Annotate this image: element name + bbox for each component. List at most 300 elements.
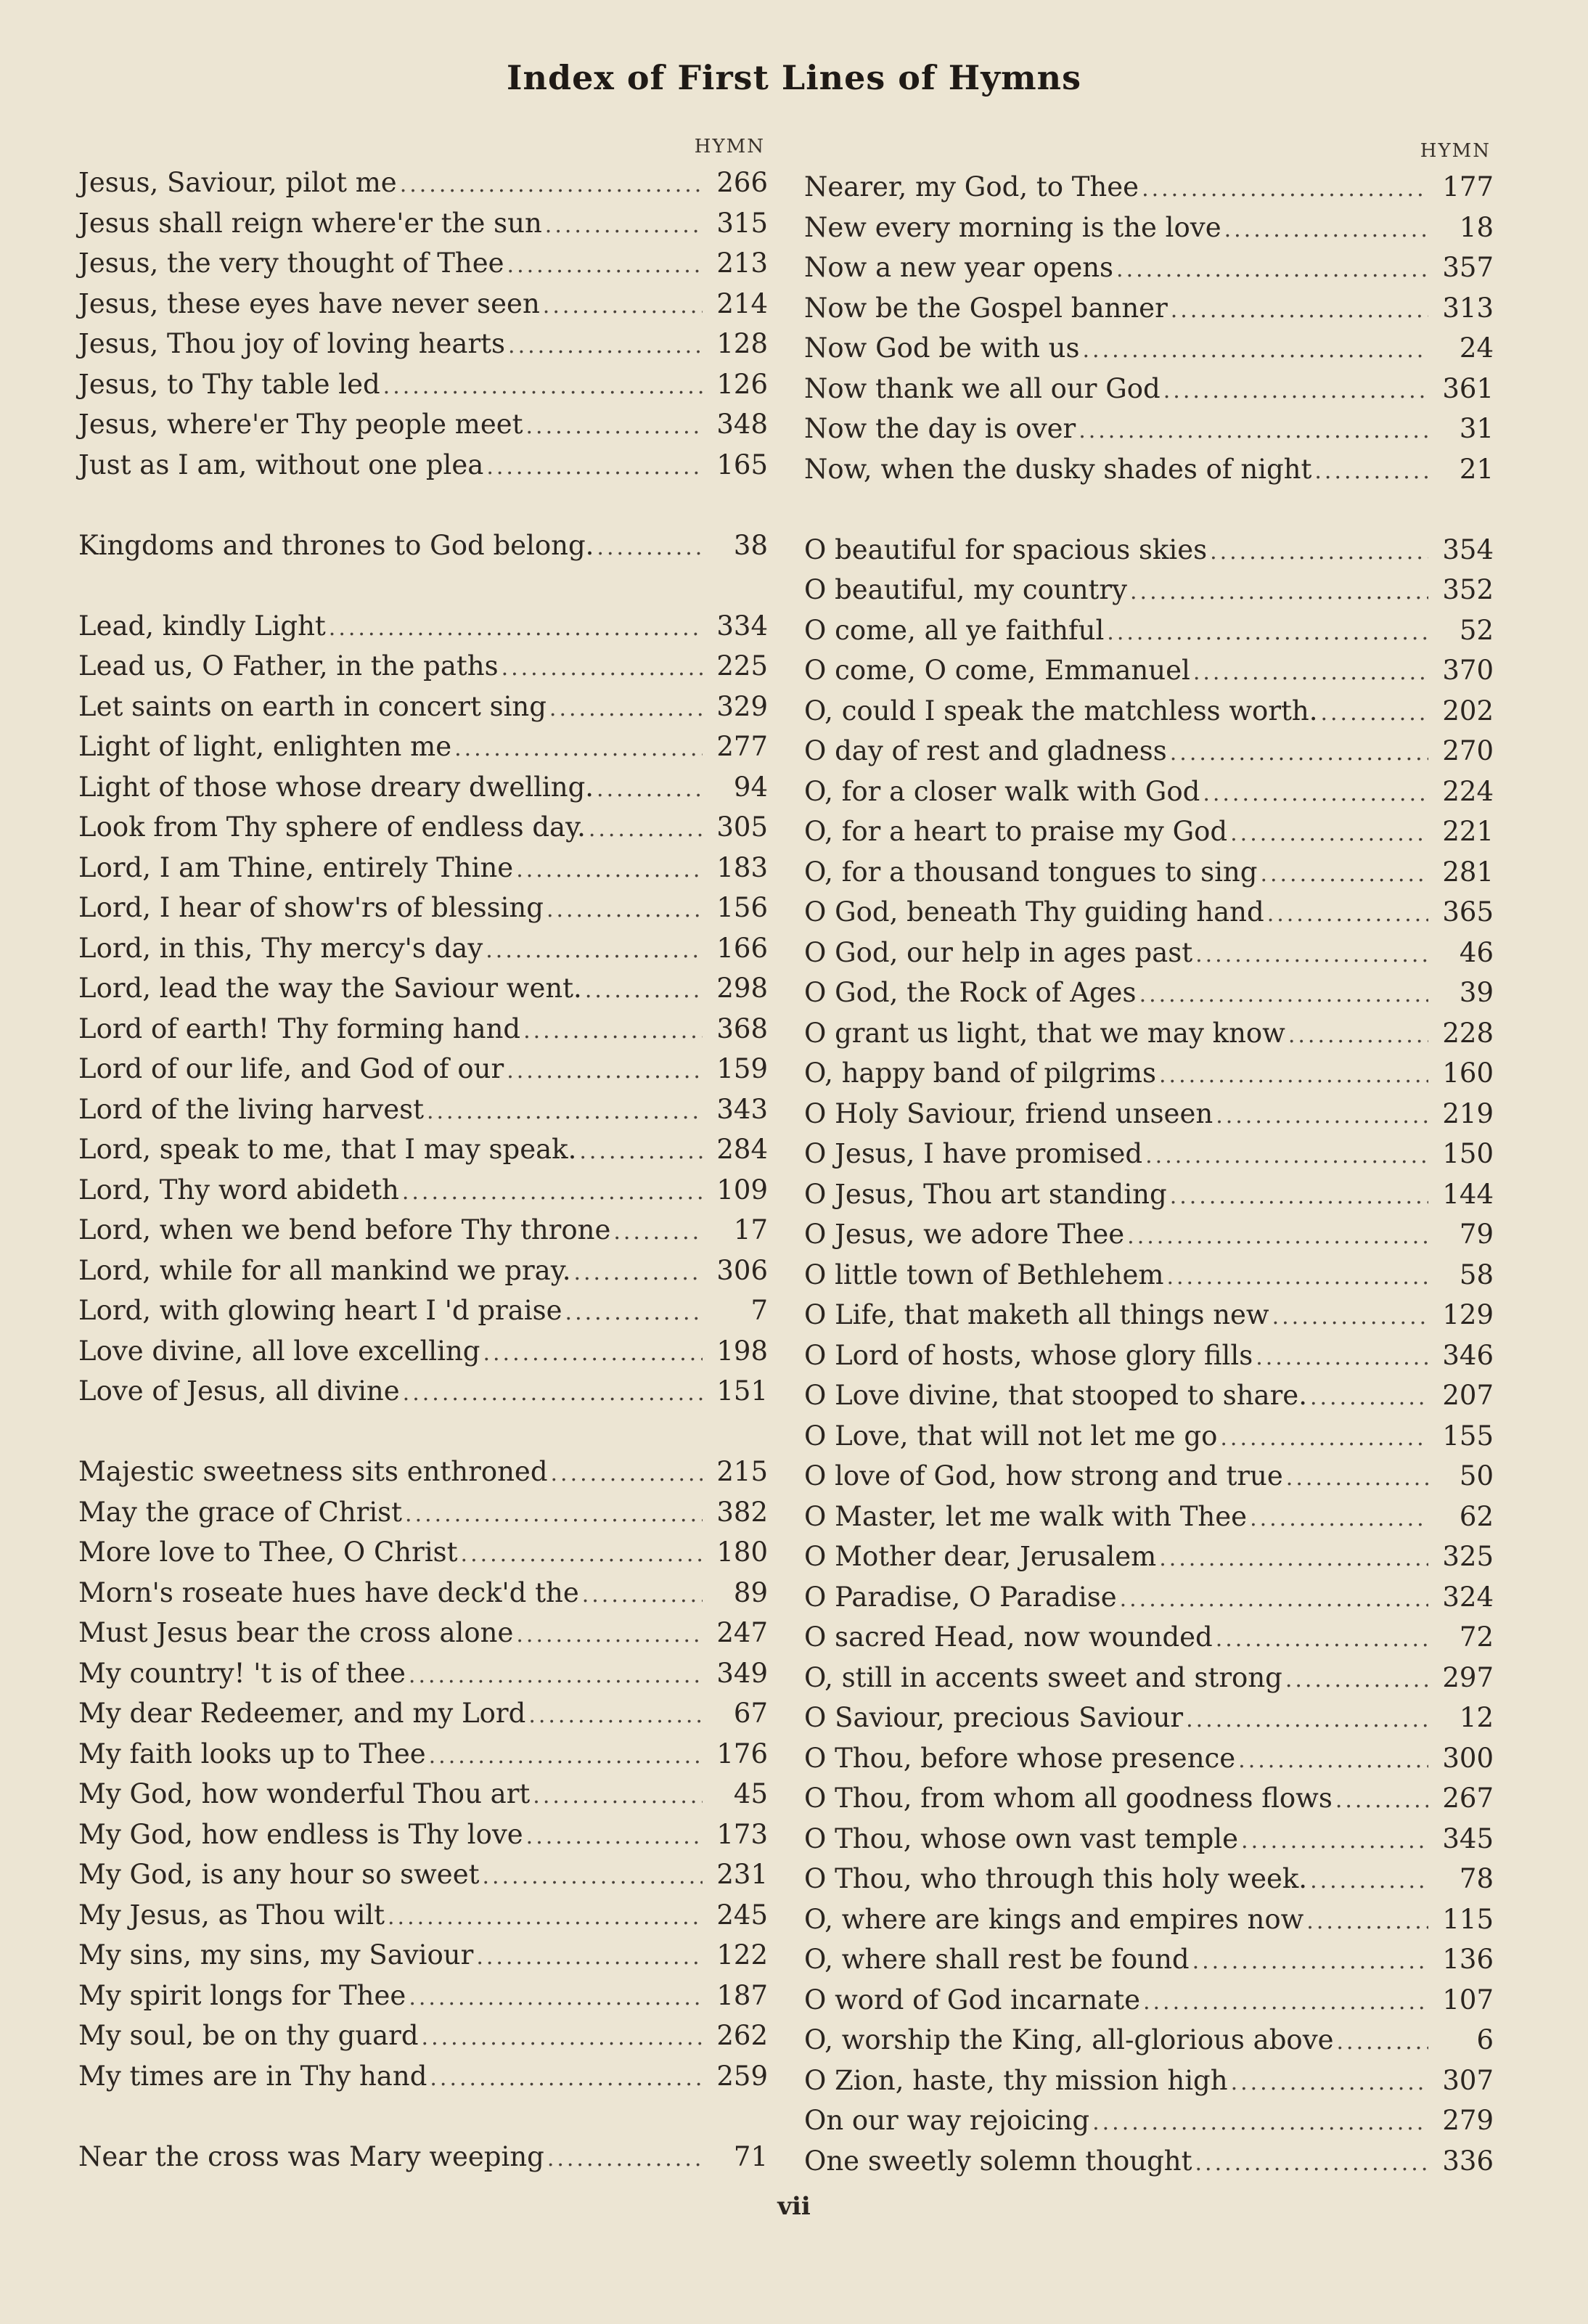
leader-dots	[582, 970, 703, 1011]
index-entry	[78, 1009, 768, 1050]
leader-dots	[1303, 1902, 1428, 1942]
index-entry	[78, 1613, 768, 1653]
first-line-text: O little town of Bethlehem	[804, 1259, 1164, 1290]
hymn-number: 17	[733, 1214, 768, 1245]
first-line-text: Kingdoms and thrones to God belong.	[78, 529, 594, 561]
first-line-text: Light of those whose dreary dwelling.	[78, 771, 594, 803]
hymn-number: 224	[1442, 775, 1494, 807]
index-entry	[804, 1939, 1494, 1980]
hymn-number: 267	[1442, 1783, 1494, 1814]
first-line-text: O grant us light, that we may know	[804, 1017, 1285, 1049]
hymn-number: 129	[1442, 1299, 1494, 1330]
hymn-number: 297	[1442, 1661, 1494, 1693]
leader-dots	[473, 1937, 703, 1978]
leader-dots	[483, 447, 703, 488]
index-entry	[804, 1497, 1494, 1537]
first-line-text: O, for a closer walk with God	[804, 775, 1200, 807]
index-entry	[78, 1774, 768, 1814]
hymn-number: 361	[1442, 372, 1494, 404]
leader-dots	[397, 165, 703, 205]
index-entry	[78, 1935, 768, 1976]
leader-dots	[1076, 411, 1428, 451]
hymn-number: 176	[716, 1738, 768, 1769]
leader-dots	[1317, 693, 1428, 734]
leader-dots	[479, 1857, 703, 1897]
leader-dots	[513, 1615, 703, 1656]
leader-dots	[1167, 1177, 1428, 1217]
first-line-text: Lord, speak to me, that I may speak.	[78, 1134, 577, 1165]
hymn-number: 50	[1459, 1460, 1494, 1492]
first-line-text: O Thou, from whom all goodness flows	[804, 1783, 1333, 1814]
hymn-number: 31	[1459, 413, 1494, 444]
index-entry	[804, 1013, 1494, 1054]
index-entry	[804, 1617, 1494, 1658]
first-line-text: My faith looks up to Thee	[78, 1738, 426, 1769]
leader-dots	[1227, 814, 1428, 854]
hymn-number: 324	[1442, 1581, 1494, 1613]
index-entry	[804, 1859, 1494, 1899]
hymn-number: 46	[1459, 936, 1494, 968]
leader-dots	[1117, 1579, 1428, 1620]
first-line-text: O day of rest and gladness	[804, 735, 1167, 766]
index-entry	[78, 646, 768, 687]
index-entry	[78, 1170, 768, 1211]
leader-dots	[1137, 975, 1428, 1015]
first-line-text: O Lord of hosts, whose glory fills	[804, 1339, 1253, 1371]
leader-dots	[1168, 290, 1428, 331]
hymn-number: 284	[716, 1134, 768, 1165]
leader-dots	[562, 1293, 703, 1333]
index-entry	[804, 1255, 1494, 1296]
hymn-number: 228	[1442, 1017, 1494, 1049]
leader-dots	[1264, 894, 1428, 935]
hymn-number: 219	[1442, 1097, 1494, 1129]
index-letter-group	[804, 530, 1494, 2182]
first-line-text: O Life, that maketh all things new	[804, 1299, 1269, 1330]
first-line-text: O Thou, before whose presence	[804, 1742, 1236, 1774]
first-line-text: O, could I speak the matchless worth.	[804, 695, 1318, 727]
index-entry	[804, 530, 1494, 570]
hymn-number: 325	[1442, 1541, 1494, 1572]
leader-dots	[594, 769, 703, 810]
index-entry	[78, 1854, 768, 1895]
index-entry	[78, 2016, 768, 2056]
hymn-number: 352	[1442, 574, 1494, 605]
index-entry	[804, 1577, 1494, 1618]
index-entry	[78, 1814, 768, 1855]
leader-dots	[1334, 2022, 1428, 2063]
index-entry	[78, 1049, 768, 1089]
hymn-number: 305	[716, 811, 768, 843]
first-line-text: O God, the Rock of Ages	[804, 977, 1137, 1008]
first-line-text: O come, all ye faithful	[804, 614, 1105, 646]
leader-dots	[480, 1333, 703, 1374]
first-line-text: O, still in accents sweet and strong	[804, 1661, 1282, 1693]
leader-dots	[1192, 2143, 1429, 2184]
index-entry	[804, 852, 1494, 893]
hymn-number: 382	[716, 1496, 768, 1528]
first-line-text: O, for a heart to praise my God	[804, 816, 1228, 847]
first-line-text: O, happy band of pilgrims	[804, 1057, 1156, 1089]
first-line-text: Lead us, O Father, in the paths	[78, 650, 499, 682]
first-line-text: My God, how endless is Thy love	[78, 1818, 523, 1850]
hymn-number: 58	[1459, 1259, 1494, 1290]
hymn-number: 207	[1442, 1380, 1494, 1411]
hymn-number: 128	[716, 328, 768, 359]
hymn-number: 187	[716, 1979, 768, 2011]
leader-dots	[451, 729, 703, 769]
index-entry	[804, 1295, 1494, 1335]
first-line-text: Jesus, these eyes have never seen	[78, 287, 540, 319]
first-line-text: Let saints on earth in concert sing	[78, 690, 547, 722]
hymn-number: 198	[716, 1335, 768, 1367]
hymn-number: 262	[716, 2020, 768, 2051]
hymn-number: 122	[716, 1939, 768, 1971]
index-entry	[804, 1778, 1494, 1819]
index-entry	[78, 1210, 768, 1251]
hymn-number: 18	[1459, 211, 1494, 243]
hymn-number: 12	[1459, 1702, 1494, 1733]
index-entry	[804, 1375, 1494, 1416]
leader-dots	[1139, 169, 1428, 210]
hymn-number: 247	[716, 1617, 768, 1648]
hymn-number: 329	[716, 690, 768, 722]
index-entry	[78, 1693, 768, 1734]
index-entry	[78, 727, 768, 767]
index-entry	[804, 570, 1494, 610]
index-entry	[78, 1734, 768, 1775]
index-entry	[78, 243, 768, 284]
index-entry	[804, 1738, 1494, 1779]
first-line-text: Must Jesus bear the cross alone	[78, 1617, 514, 1648]
leader-dots	[1217, 1418, 1428, 1459]
index-entry	[78, 525, 768, 566]
leader-dots	[504, 1051, 703, 1092]
leader-dots	[406, 1978, 703, 2018]
leader-dots	[399, 1172, 703, 1213]
index-entry	[804, 1819, 1494, 1859]
first-line-text: My sins, my sins, my Saviour	[78, 1939, 474, 1971]
hymn-number: 357	[1442, 252, 1494, 283]
leader-dots	[504, 245, 703, 286]
index-entry	[78, 848, 768, 888]
first-line-text: O Thou, whose own vast temple	[804, 1822, 1239, 1854]
leader-dots	[513, 850, 703, 891]
first-line-text: Lord of earth! Thy forming hand	[78, 1012, 521, 1044]
leader-dots	[1190, 1942, 1428, 1982]
leader-dots	[458, 1534, 703, 1575]
index-entry	[804, 1980, 1494, 2021]
first-line-text: Now the day is over	[804, 413, 1076, 444]
leader-dots	[523, 406, 703, 447]
first-line-text: Love divine, all love excelling	[78, 1335, 480, 1367]
hymn-number: 300	[1442, 1742, 1494, 1774]
hymn-column-header: HYMN	[694, 136, 765, 157]
hymn-number: 89	[733, 1576, 768, 1608]
leader-dots	[594, 528, 703, 568]
first-line-text: O Zion, haste, thy mission high	[804, 2064, 1228, 2096]
index-entry	[804, 772, 1494, 812]
hymn-number: 370	[1442, 655, 1494, 686]
leader-dots	[400, 1373, 703, 1414]
leader-dots	[1190, 652, 1428, 693]
first-line-text: O word of God incarnate	[804, 1984, 1140, 2016]
hymn-number: 277	[716, 731, 768, 762]
hymn-number: 315	[716, 207, 768, 239]
index-entry	[78, 928, 768, 969]
first-line-text: O Jesus, Thou art standing	[804, 1178, 1167, 1210]
leader-dots	[1213, 1096, 1428, 1137]
first-line-text: Now, when the dusky shades of night	[804, 453, 1312, 485]
hymn-number: 150	[1442, 1138, 1494, 1169]
index-entry	[804, 610, 1494, 651]
leader-dots	[1192, 935, 1428, 975]
page-title: Index of First Lines of Hymns	[507, 58, 1081, 97]
leader-dots	[1282, 1660, 1428, 1701]
index-entry	[804, 731, 1494, 772]
index-entry	[78, 1653, 768, 1694]
index-entry	[804, 650, 1494, 691]
first-line-text: O Holy Saviour, friend unseen	[804, 1097, 1213, 1129]
leader-dots	[483, 930, 703, 971]
hymn-number: 313	[1442, 292, 1494, 324]
index-letter-group	[78, 525, 768, 566]
first-line-text: My soul, be on thy guard	[78, 2020, 419, 2051]
hymn-number: 279	[1442, 2105, 1494, 2136]
first-line-text: O Jesus, I have promised	[804, 1138, 1143, 1169]
index-letter-group	[78, 1452, 768, 2096]
leader-dots	[1238, 1821, 1428, 1862]
first-line-text: Jesus, the very thought of Thee	[78, 247, 504, 279]
index-entry	[78, 284, 768, 324]
hymn-number: 365	[1442, 896, 1494, 928]
first-line-text: O Jesus, we adore Thee	[804, 1219, 1125, 1250]
index-entry	[78, 687, 768, 727]
hymn-number: 334	[716, 610, 768, 642]
first-line-text: Jesus, Saviour, pilot me	[78, 167, 397, 198]
index-entry	[78, 1371, 768, 1412]
first-line-text: Jesus shall reign where'er the sun	[78, 207, 542, 239]
leader-dots	[1124, 1216, 1428, 1257]
index-entry	[78, 1331, 768, 1372]
first-line-text: Near the cross was Mary weeping	[78, 2140, 544, 2172]
first-line-text: Nearer, my God, to Thee	[804, 171, 1139, 202]
hymn-number: 214	[716, 287, 768, 319]
leader-dots	[402, 1494, 703, 1535]
first-line-text: My Jesus, as Thou wilt	[78, 1899, 385, 1931]
first-line-text: Lord, when we bend before Thy throne	[78, 1214, 611, 1245]
hymn-number: 266	[716, 167, 768, 198]
leader-dots	[544, 890, 703, 930]
page-number: vii	[777, 2192, 811, 2221]
first-line-text: O Love, that will not let me go	[804, 1420, 1218, 1452]
hymn-number: 213	[716, 247, 768, 279]
leader-dots	[610, 1212, 703, 1253]
hymn-number: 107	[1442, 1984, 1494, 2016]
hymn-number: 94	[733, 771, 768, 803]
hymn-number: 307	[1442, 2064, 1494, 2096]
leader-dots	[1213, 1619, 1428, 1660]
hymn-column-header: HYMN	[1420, 140, 1491, 162]
index-entry	[804, 1094, 1494, 1134]
leader-dots	[1207, 532, 1428, 573]
hymn-number: 38	[733, 529, 768, 561]
index-entry	[78, 203, 768, 244]
first-line-text: Majestic sweetness sits enthroned	[78, 1456, 548, 1487]
leader-dots	[1307, 1861, 1428, 1902]
leader-dots	[1311, 451, 1428, 492]
first-line-text: Light of light, enlighten me	[78, 731, 452, 762]
first-line-text: O God, our help in ages past	[804, 936, 1193, 968]
first-line-text: More love to Thee, O Christ	[78, 1537, 458, 1568]
leader-dots	[385, 1897, 703, 1938]
hymn-number: 165	[716, 449, 768, 480]
hymn-number: 298	[716, 973, 768, 1004]
leader-dots	[1161, 371, 1428, 412]
first-line-text: Just as I am, without one plea	[78, 449, 484, 480]
hymn-number: 72	[1459, 1621, 1494, 1653]
first-line-text: Jesus, to Thy table led	[78, 368, 380, 400]
index-entry	[804, 247, 1494, 288]
hymn-number: 183	[716, 851, 768, 883]
leader-dots	[1140, 1982, 1428, 2023]
index-entry	[78, 1290, 768, 1331]
hymn-number: 368	[716, 1012, 768, 1044]
hymn-number: 160	[1442, 1057, 1494, 1089]
first-line-text: Lord, with glowing heart I 'd praise	[78, 1295, 562, 1326]
index-entry	[78, 404, 768, 445]
hymn-number: 115	[1442, 1903, 1494, 1935]
leader-dots	[1257, 854, 1428, 895]
leader-dots	[1089, 2103, 1428, 2143]
first-line-text: Lord of the living harvest	[78, 1093, 424, 1125]
leader-dots	[1080, 330, 1429, 371]
index-entry	[804, 691, 1494, 732]
first-line-text: Now be the Gospel banner	[804, 292, 1168, 324]
leader-dots	[540, 286, 703, 327]
first-line-text: My spirit longs for Thee	[78, 1979, 406, 2011]
first-line-text: O Thou, who through this holy week.	[804, 1863, 1308, 1894]
index-entry	[804, 409, 1494, 449]
first-line-text: O Love divine, that stooped to share.	[804, 1380, 1307, 1411]
index-entry	[78, 163, 768, 203]
first-line-text: My times are in Thy hand	[78, 2060, 427, 2092]
index-letter-group	[78, 163, 768, 485]
hymn-number: 173	[716, 1818, 768, 1850]
index-entry	[78, 1492, 768, 1533]
first-line-text: O, where shall rest be found	[804, 1944, 1190, 1975]
index-entry	[804, 1335, 1494, 1376]
first-line-text: My country! 't is of thee	[78, 1657, 406, 1689]
index-entry	[804, 167, 1494, 208]
index-entry	[804, 1214, 1494, 1255]
first-line-text: O Paradise, O Paradise	[804, 1581, 1117, 1613]
first-line-text: O, where are kings and empires now	[804, 1903, 1304, 1935]
leader-dots	[427, 2058, 703, 2099]
first-line-text: O come, O come, Emmanuel	[804, 655, 1190, 686]
index-entry	[78, 364, 768, 405]
leader-dots	[579, 1575, 703, 1616]
index-entry	[78, 1573, 768, 1613]
index-entry	[78, 445, 768, 486]
first-line-text: Love of Jesus, all divine	[78, 1375, 400, 1407]
index-entry	[804, 1174, 1494, 1215]
hymn-number: 159	[716, 1053, 768, 1084]
leader-dots	[530, 1776, 703, 1817]
leader-dots	[380, 367, 703, 407]
hymn-number: 7	[750, 1295, 768, 1326]
first-line-text: Lord of our life, and God of our	[78, 1053, 504, 1084]
first-line-text: On our way rejoicing	[804, 2105, 1090, 2136]
leader-dots	[520, 1011, 703, 1052]
index-entry	[78, 1452, 768, 1492]
hymn-number: 71	[733, 2140, 768, 2172]
hymn-number: 21	[1459, 453, 1494, 485]
index-entry	[804, 2141, 1494, 2182]
index-entry	[78, 324, 768, 364]
first-line-text: O Mother dear, Jerusalem	[804, 1541, 1157, 1572]
hymn-number: 52	[1459, 614, 1494, 646]
index-letter-group	[78, 606, 768, 1412]
hymn-number: 45	[733, 1778, 768, 1809]
first-line-text: Lead, kindly Light	[78, 610, 326, 642]
leader-dots	[1163, 1257, 1428, 1298]
index-letter-group	[804, 167, 1494, 489]
first-line-text: O Saviour, precious Saviour	[804, 1702, 1184, 1733]
index-entry	[804, 1134, 1494, 1174]
index-entry	[804, 2061, 1494, 2101]
index-entry	[804, 208, 1494, 248]
first-line-text: My God, is any hour so sweet	[78, 1859, 480, 1890]
hymn-number: 180	[716, 1537, 768, 1568]
index-entry	[78, 1895, 768, 1936]
index-entry	[804, 892, 1494, 933]
index-entry	[78, 1089, 768, 1130]
hymn-number: 151	[716, 1375, 768, 1407]
first-line-text: Lord, while for all mankind we pray.	[78, 1254, 571, 1286]
leader-dots	[1285, 1015, 1428, 1056]
index-entry	[804, 288, 1494, 329]
leader-dots	[1167, 733, 1428, 774]
leader-dots	[1142, 1136, 1428, 1177]
index-entry	[804, 2020, 1494, 2061]
first-line-text: O God, beneath Thy guiding hand	[804, 896, 1264, 928]
hymn-number: 144	[1442, 1178, 1494, 1210]
leader-dots	[1127, 572, 1428, 613]
index-entry	[78, 1129, 768, 1170]
index-entry	[804, 811, 1494, 852]
first-line-text: Now a new year opens	[804, 252, 1114, 283]
leader-dots	[525, 1695, 703, 1736]
leader-dots	[424, 1092, 703, 1132]
first-line-text: O, for a thousand tongues to sing	[804, 856, 1258, 888]
index-entry	[78, 807, 768, 848]
leader-dots	[1307, 1378, 1428, 1418]
first-line-text: Lord, in this, Thy mercy's day	[78, 932, 483, 964]
leader-dots	[523, 1817, 703, 1857]
hymn-number: 349	[716, 1657, 768, 1689]
leader-dots	[1283, 1458, 1428, 1499]
hymn-number: 156	[716, 892, 768, 923]
index-letter-group	[78, 2137, 768, 2177]
leader-dots	[505, 326, 703, 367]
hymn-number: 202	[1442, 695, 1494, 727]
leader-dots	[547, 689, 703, 729]
index-entry	[78, 767, 768, 808]
first-line-text: One sweetly solemn thought	[804, 2145, 1192, 2177]
leader-dots	[1333, 1780, 1428, 1821]
hymn-number: 346	[1442, 1339, 1494, 1371]
